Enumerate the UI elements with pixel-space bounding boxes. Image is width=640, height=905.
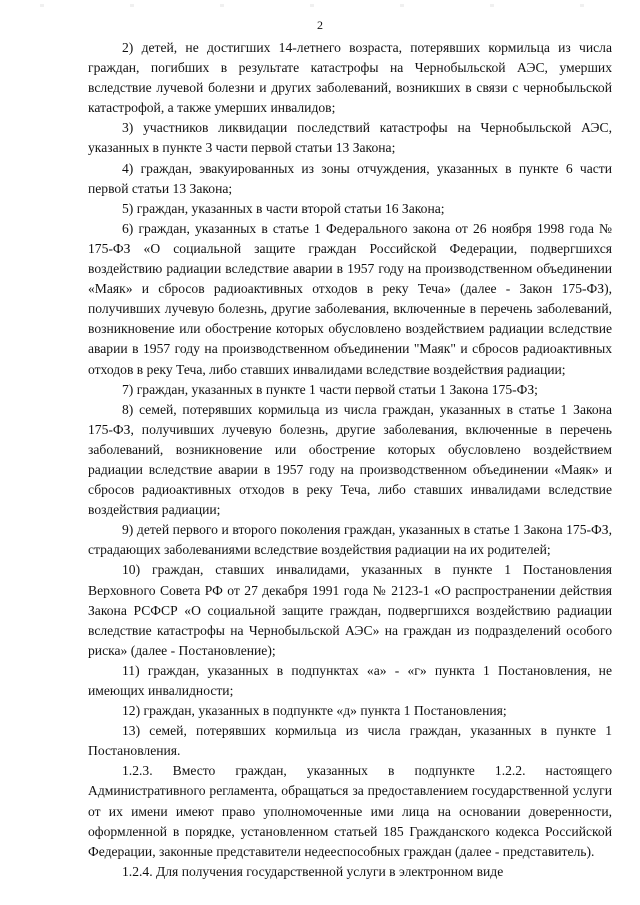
paragraph-item-2: 2) детей, не достигших 14-летнего возраста, потерявших кормильца из числа граждан, погибших в результате катастрофы на Чернобыльской АЭС, умерших вследствие лучевой болезни и других заболеваний, возникших в связи с чернобыльской катастрофой, а также умерших инвалидов; xyxy=(88,40,612,116)
document-body xyxy=(88,38,612,882)
paragraph-item-8: 8) семей, потерявших кормильца из числа граждан, указанных в статье 1 Закона 175-ФЗ, получивших лучевую болезнь, другие заболевания, включенные в перечень заболеваний, возникновение или обострение которых обусловлено воздействием радиации вследствие аварии в 1957 году на производственном объединении «Маяк» и сбросов радиоактивных отходов в реку Теча, либо ставших инвалидами вследствие воздействия радиации; xyxy=(88,401,612,518)
paragraph-item-12: 12) граждан, указанных в подпункте «д» пункта 1 Постановления; xyxy=(122,703,507,719)
paragraph-1-2-4: 1.2.4. Для получения государственной услуги в электронном виде xyxy=(122,863,504,879)
paragraph-item-11: 11) граждан, указанных в подпунктах «а» - «г» пункта 1 Постановления, не имеющих инвалидности; xyxy=(88,662,612,698)
paragraph-item-9: 9) детей первого и второго поколения граждан, указанных в статье 1 Закона 175-ФЗ, страдающих заболеваниями вследствие воздействия радиации на их родителей; xyxy=(88,522,612,558)
paragraph-item-5: 5) граждан, указанных в части второй статьи 16 Закона; xyxy=(122,200,445,216)
paragraph-item-7: 7) граждан, указанных в пункте 1 части первой статьи 1 Закона 175-ФЗ; xyxy=(122,381,538,397)
paragraph-1-2-3: 1.2.3. Вместо граждан, указанных в подпункте 1.2.2. настоящего Административного регламента, обращаться за предоставлением государственной услуги от их имени имеют право уполномоченные ими лица на основании доверенности, оформленной в порядке, установленном статьей 185 Гражданского кодекса Российской Федерации, законные представители недееспособных граждан (далее - представитель). xyxy=(88,763,612,859)
paragraph-item-10: 10) граждан, ставших инвалидами, указанных в пункте 1 Постановления Верховного Совета РФ от 27 декабря 1991 года № 2123-1 «О распространении действия Закона РСФСР «О социальной защите граждан, подвергшихся воздействию радиации вследствие катастрофы на Чернобыльской АЭС» на граждан из подразделений особого риска» (далее - Постановление); xyxy=(88,562,612,658)
page-number: 2 xyxy=(317,18,323,32)
paragraph-item-6: 6) граждан, указанных в статье 1 Федерального закона от 26 ноября 1998 года № 175-ФЗ «О социальной защите граждан Российской Федерации, подвергшихся воздействию радиации вследствие аварии в 1957 году на производственном объединении «Маяк» и сбросов радиоактивных отходов в реку Теча» (далее - Закон 175-ФЗ), получивших лучевую болезнь, другие заболевания, включенные в перечень заболеваний, возникновение или обострение которых обусловлено воздействием радиации вследствие аварии в 1957 году на производственном объединении "Маяк" и сбросов радиоактивных отходов в реку Теча, либо ставших инвалидами вследствие воздействия радиации; xyxy=(88,220,612,377)
paragraph-item-4: 4) граждан, эвакуированных из зоны отчуждения, указанных в пункте 6 части первой статьи 13 Закона; xyxy=(88,160,612,196)
paragraph-item-3: 3) участников ликвидации последствий катастрофы на Чернобыльской АЭС, указанных в пункте 3 части первой статьи 13 Закона; xyxy=(88,120,612,156)
scan-artifact xyxy=(0,4,640,7)
paragraph-item-13: 13) семей, потерявших кормильца из числа граждан, указанных в пункте 1 Постановления. xyxy=(88,723,612,759)
